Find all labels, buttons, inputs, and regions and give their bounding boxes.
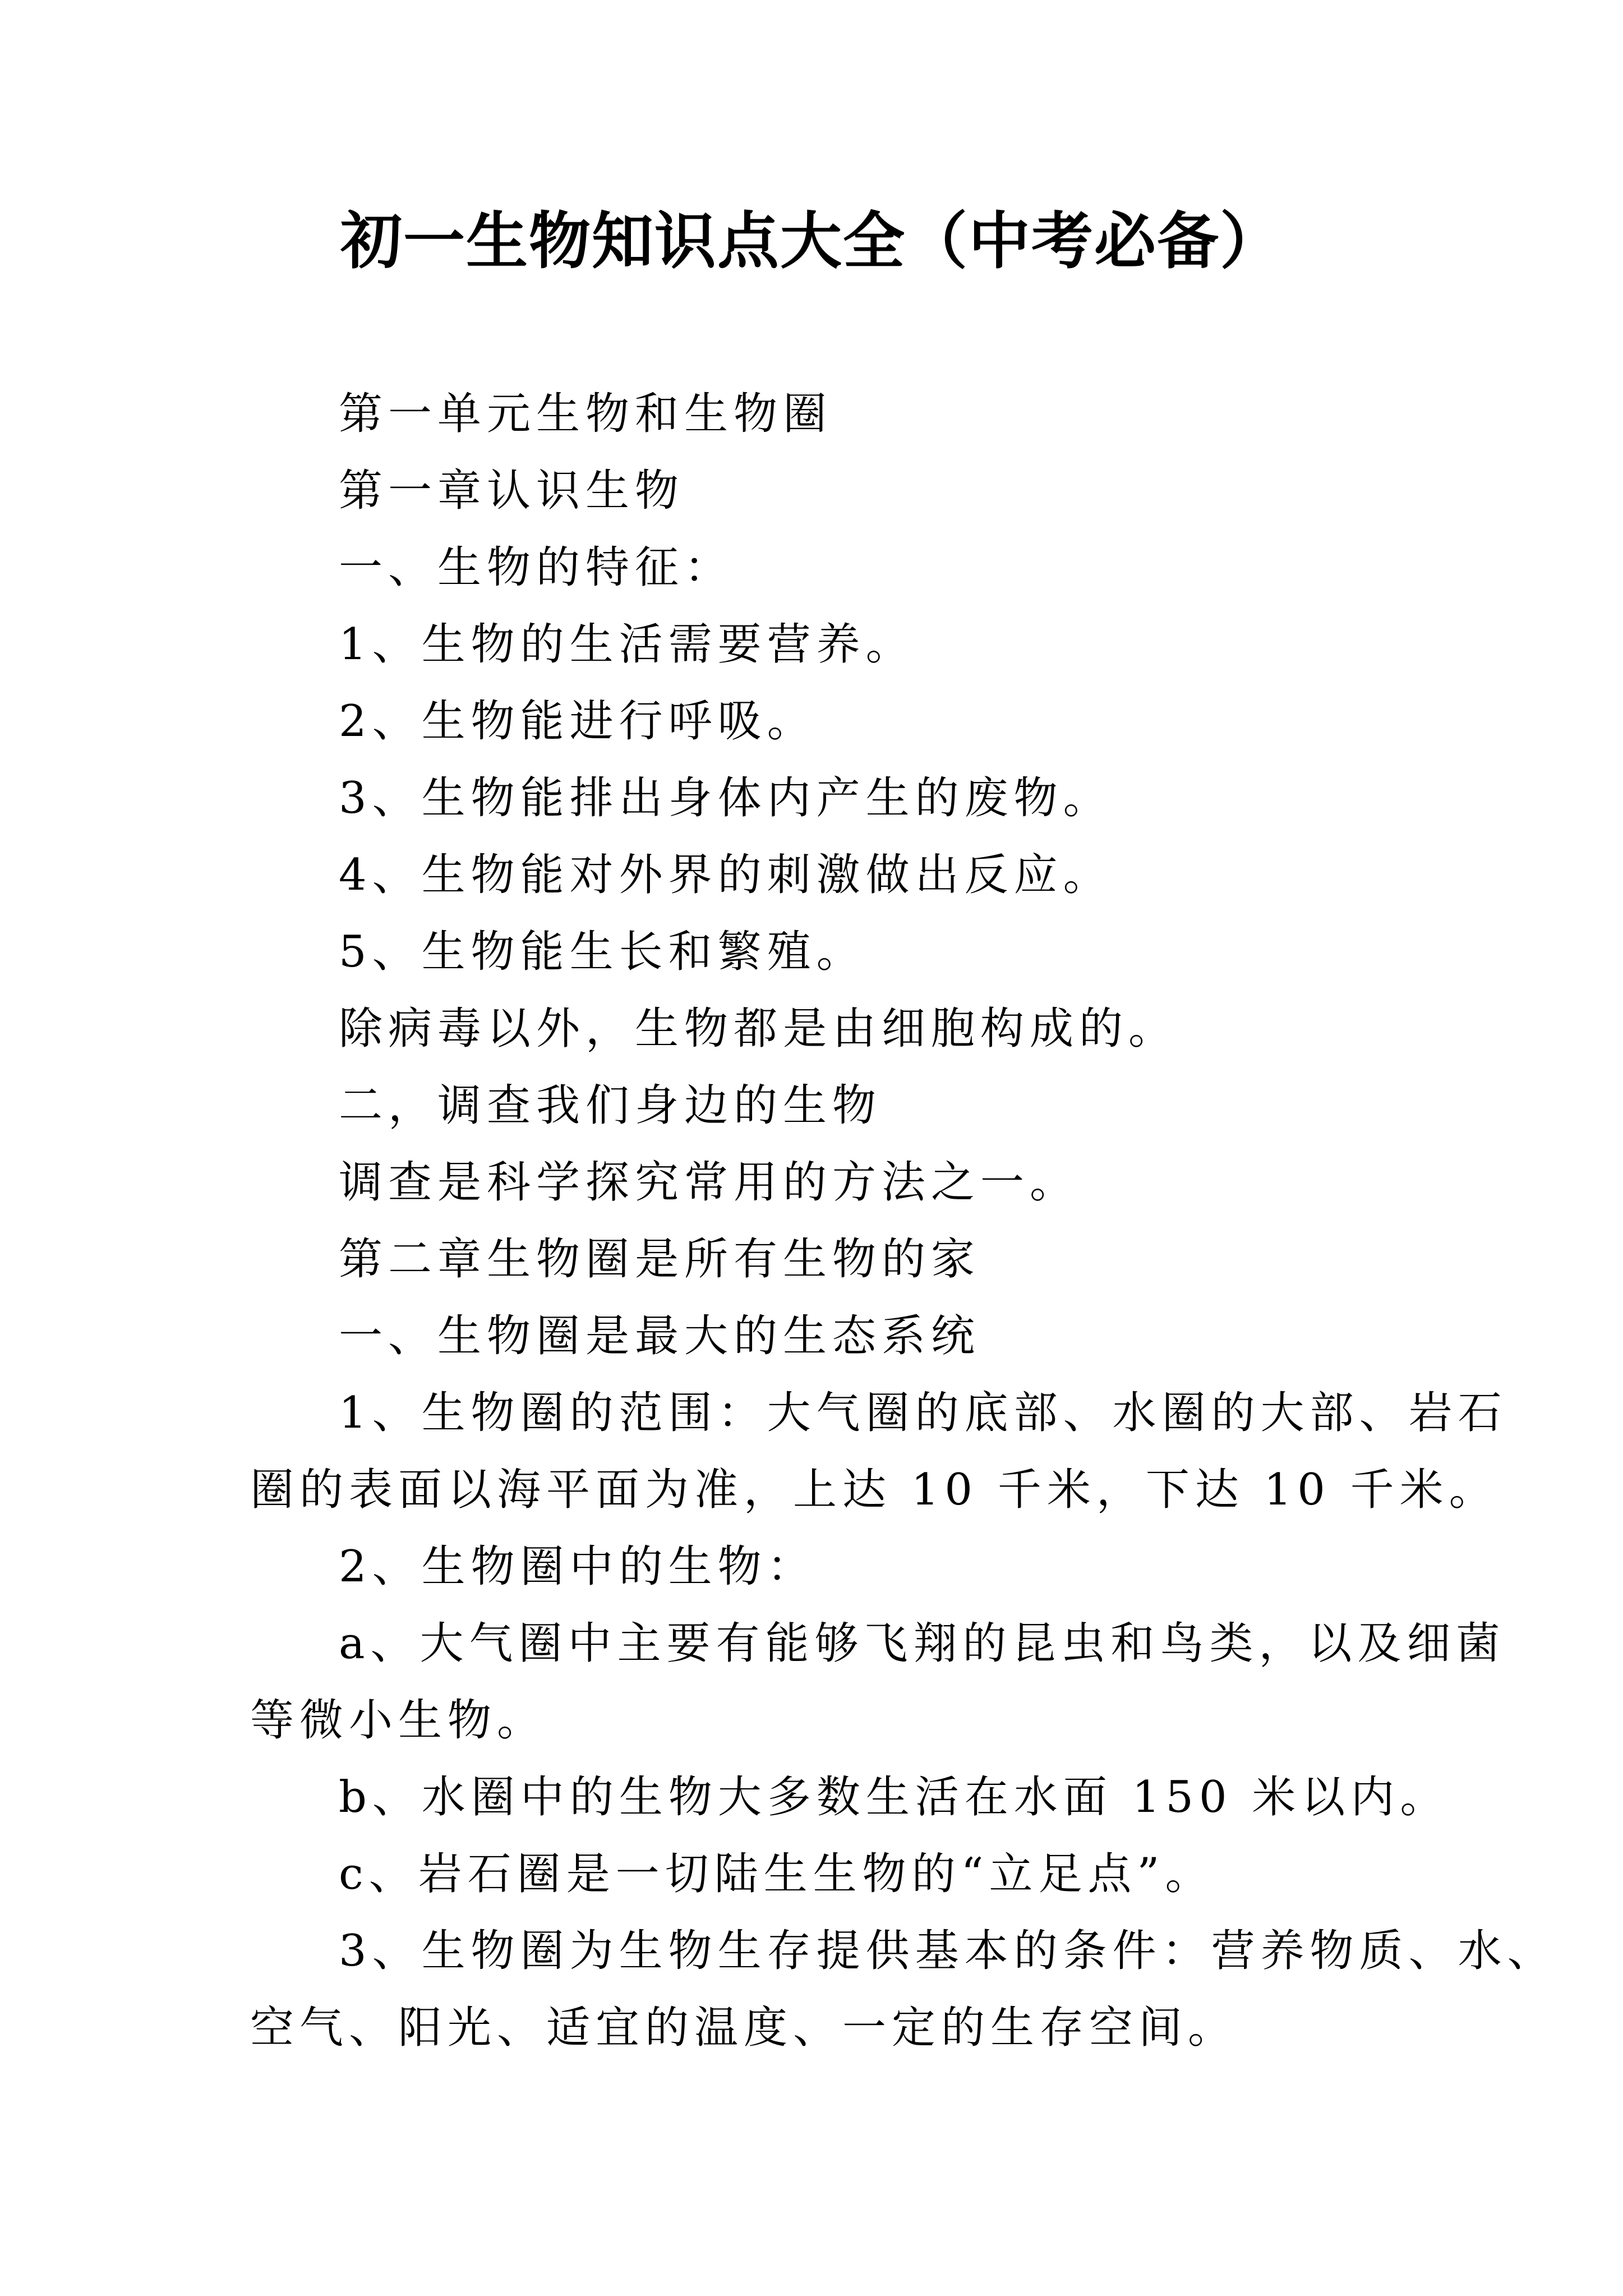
- paragraph-line: 1、生物圈的范围：大气圈的底部、水圈的大部、岩石: [339, 1388, 1507, 1438]
- chapter-heading: 第一章认识生物: [339, 466, 685, 516]
- unit-heading: 第一单元生物和生物圈: [339, 389, 833, 439]
- chapter-heading: 第二章生物圈是所有生物的家: [339, 1234, 981, 1285]
- paragraph-line: 圈的表面以海平面为准，上达 10 千米，下达 10 千米。: [250, 1465, 1498, 1515]
- section-heading: 二，调查我们身边的生物: [339, 1080, 882, 1131]
- paragraph-line: 空气、阳光、适宜的温度、一定的生存空间。: [250, 2003, 1238, 2053]
- paragraph-line: b、水圈中的生物大多数生活在水面 150 米以内。: [339, 1772, 1450, 1823]
- paragraph: 除病毒以外，生物都是由细胞构成的。: [339, 1004, 1178, 1054]
- list-item: 5、生物能生长和繁殖。: [339, 927, 866, 977]
- document-body: [250, 376, 1557, 2067]
- list-item: 2、生物能进行呼吸。: [339, 696, 817, 747]
- list-item: 4、生物能对外界的刺激做出反应。: [339, 850, 1113, 900]
- list-item: 2、生物圈中的生物：: [339, 1542, 817, 1592]
- document-title: 初一生物知识点大全（中考必备）: [340, 205, 1283, 277]
- paragraph-line: 3、生物圈为生物生存提供基本的条件：营养物质、水、: [339, 1926, 1557, 1976]
- paragraph: 调查是科学探究常用的方法之一。: [339, 1157, 1080, 1208]
- section-heading: 一、生物的特征：: [339, 542, 734, 593]
- paragraph-line: c、岩石圈是一切陆生生物的“立足点”。: [339, 1849, 1215, 1899]
- section-heading: 一、生物圈是最大的生态系统: [339, 1311, 981, 1361]
- paragraph-line: 等微小生物。: [250, 1695, 547, 1746]
- list-item: 1、生物的生活需要营养。: [339, 619, 915, 670]
- list-item: 3、生物能排出身体内产生的废物。: [339, 773, 1113, 823]
- paragraph-line: a、大气圈中主要有能够飞翔的昆虫和鸟类，以及细菌: [339, 1618, 1506, 1669]
